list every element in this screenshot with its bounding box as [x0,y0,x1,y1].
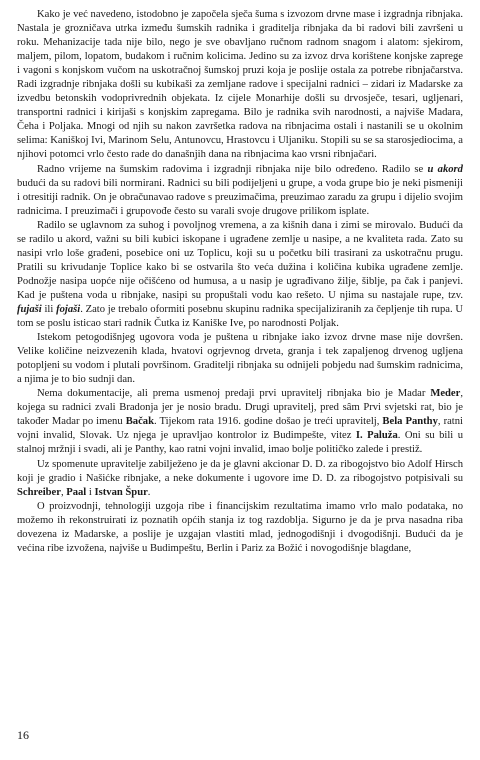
paragraph-text: Kako je već navedeno, istodobno je započela sječa šuma s izvozom drvne mase i izgradnja ribnjaka. Nastala je grozničava utrka između šumskih radnika i graditelja ribnjaka da bi radovi bili završeni u roku. Mehanizacije tada nije bilo, nego je sve obavljano ručnom radnom snagom i alatom: sjekirom, maljem, pilom, lopatom, budakom i ručnim kolicima. Jedino su za izvoz drva korištene konjske zaprege i vagoni s konjskom vučom na uskotračnoj šumskoj pruzi koja je poslije ostala za potrebe ribnjačarstva. Radi izgradnje ribnjaka došli su kubikaši za zemljane radove i specijalni radnici – zidari iz Madarske za izvedbu betonskih vodoprivrednih objekata. Iz cijele Monarhije došli su drvosječe, tesari, ugljenari, transportni radnici i kirijaši s konjskim zapregama. Bilo je radnika svih narodnosti, a najviše Madara, Čeha i Poljaka. Mnogi od njih su nakon završetka radova na ribnjacima ostali i nastanili se u okolnim selima: Kaniškoj Ivi, Marinom Selu, Antunovcu, Hrastovcu i Uljaniku. Stopili su se sa starosjediocima, a njihovi potomci vrlo često rade do današnjih dana na ribnjacima kao vrsni ribnjačari. [17,9,463,161]
paragraph [17,219,463,331]
paragraph-text: budući da su radovi bili normirani. Radnici su bili podijeljeni u grupe, a voda grupe bio je neki pismeniji i otresitiji radnik. On je obračunavao radove s preuzimačima, preuzimao zaradu za grupu i dijelio svojim radnicima. I preuzimači i grupovođe često su varali svoje drugove prilikom isplate. [17,177,463,217]
bold-name: Bačak [125,416,154,428]
paragraph-text: Radno vrijeme na šumskim radovima i izgradnji ribnjaka nije bilo određeno. Radilo se [37,163,428,175]
bold-name: Bela Panthy [382,416,438,428]
bold-name: Schreiber [17,486,61,498]
paragraph-text: , kojega su radnici zvali Bradonja jer je nosio bradu. Drugi upravitelj, pred sâm Prvi svjetski rat, bio je također Madar po imenu [17,388,463,428]
body-text [17,8,463,556]
bold-name: Paal [66,486,87,498]
emphasized-term: u akord [427,163,463,175]
bold-name: I. Paluža [355,430,398,442]
paragraph [17,458,463,500]
paragraph [17,500,463,556]
paragraph-text: i [86,486,95,498]
paragraph-text: Istekom petogodišnjeg ugovora voda je puštena u ribnjake iako izvoz drvne mase nije dovršen. Velike količine neizvezenih klada, hvatovi ogrjevnog drveta, granja i tek zapaljenog drvenog ugljena potopljeni su vodom i plutali površinom. Graditelji ribnjaka su odnijeli pobjedu nad šumskim radnicima, a njima je to bio sudnji dan. [17,332,463,386]
paragraph [17,163,463,219]
paragraph [17,387,463,457]
paragraph-text: Nema dokumentacije, ali prema usmenoj predaji prvi upravitelj ribnjaka bio je Madar [37,388,431,400]
page-number: 16 [17,728,29,742]
bold-name: Meder [430,388,461,400]
paragraph-text: Uz spomenute upravitelje zabilježeno je da je glavni akcionar D. D. za ribogojstvo bio Adolf Hirsch koji je gradio i Našićke ribnjake, a neke dokumente i ugovore ime D. D. za ribogojstvo potpisivali su [17,458,463,484]
paragraph-text: Radilo se uglavnom za suhog i povoljnog vremena, a za kišnih dana i zimi se mirovalo. Budući da se radilo u akord, važni su bili kubici iskopane i ugrađene zemlje u nasipe, a ne kvaliteta rada. Zato su nasipi vrlo loše građeni, posebice oni uz Toplicu, koji su u početku bili trasirani za uskotračnu prugu. Pratili su krivudanje Toplice kako bi se ostvarila što veća dužina i količina kubika ugrađene zemlje. Podnožje nasipa uopće nije očišćeno od humusa, a u nasip je ugrađivano žilje, šiblje, pa čak i panjevi. Kad je puštena voda u ribnjake, nasipi su propuštali vodu kao rešeto. U njima su nastajale rupe, tzv. [17,219,463,301]
emphasized-term: fojaši [56,303,81,315]
paragraph [17,331,463,387]
emphasized-term: fujaši [17,303,42,315]
paragraph-text: . Tijekom rata 1916. godine došao je treći upravitelj, [153,416,383,428]
document-page [17,8,463,752]
paragraph-text: . [147,486,151,498]
paragraph-text: O proizvodnji, tehnologiji uzgoja ribe i financijskim rezultatima imamo vrlo malo podataka, no možemo ih rekonstruirati iz poznatih općih stanja iz tog razdoblja. Sigurno je da je prva nasadna riba dovezena iz Madarske, a poslije je uzgajan vlastiti mlad, jednogodišnji i dvogodišnji. Budući da je većina ribe izvožena, najviše u Budimpeštu, Berlin i Pariz za Božić i novogodišnje blagdane, [17,500,463,554]
paragraph-text: , [60,486,67,498]
paragraph-text: . Zato je trebalo oformiti posebnu skupinu radnika specijaliziranih za čepljenje tih rupa. U tom se poslu isticao stari radnik Čutka iz Kaniške Ive, po narodnosti Poljak. [17,303,463,330]
bold-name: Istvan Špur [94,486,148,498]
paragraph-text: ili [41,303,57,315]
paragraph-text: . Oni su bili u stalnoj mržnji i svadi, ali je Panthy, kao ratni vojni invalid, imao bolje političko zalede i prestiž. [17,430,463,456]
paragraph-text: , ratni vojni invalid, Slovak. Uz njega je upravljao kontrolor iz Budimpešte, vitez [17,416,463,442]
paragraph [17,8,463,163]
